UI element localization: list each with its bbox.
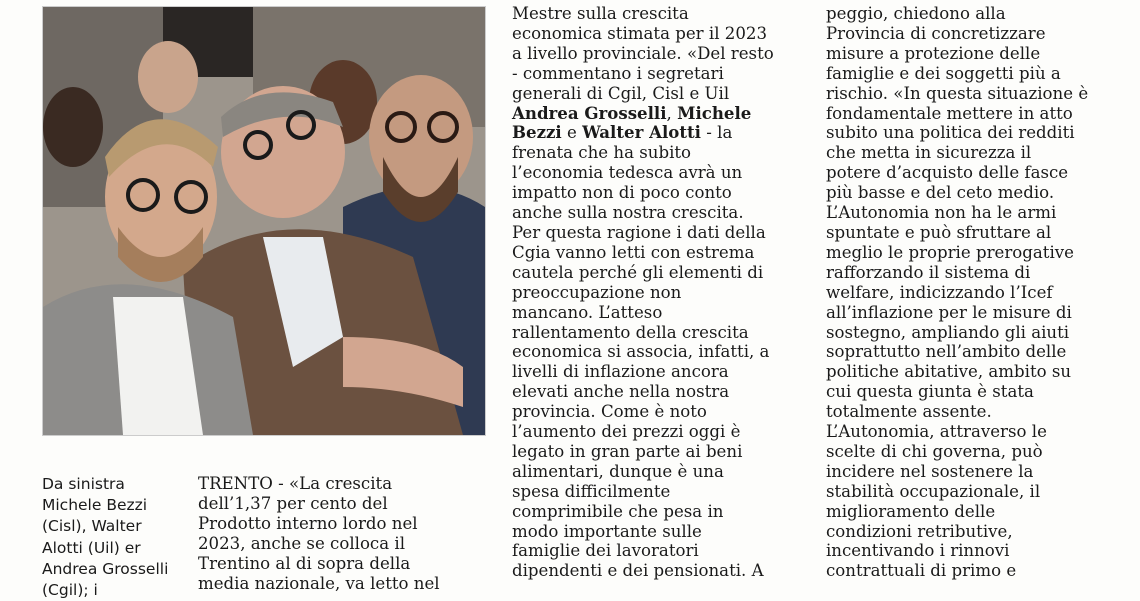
text-line: preoccupazione non: [512, 282, 682, 302]
text-line: Provincia di concretizzare: [826, 23, 1046, 43]
text-line: più basse e del ceto medio.: [826, 183, 1055, 203]
article-column-2: [512, 4, 804, 581]
text-line: condizioni retributive,: [826, 521, 1013, 541]
article-photo: [42, 6, 486, 436]
text-line: che metta in sicurezza il: [826, 143, 1032, 163]
text-line: alimentari, dunque è una: [512, 461, 724, 481]
text-line: rafforzando il sistema di: [826, 262, 1031, 282]
caption-line: (Cisl), Walter: [42, 517, 142, 536]
text-line: L’Autonomia non ha le armi: [826, 203, 1057, 223]
column-2-body: [512, 143, 804, 581]
text-line: stabilità occupazionale, il: [826, 481, 1041, 501]
photo-illustration: [43, 7, 485, 435]
text-line: cui questa giunta è stata: [826, 382, 1034, 402]
text-line: Per questa ragione i dati della: [512, 222, 766, 242]
article-column-3: [826, 4, 1126, 581]
text-line: scelte di chi governa, può: [826, 441, 1043, 461]
text-line: 2023, anche se colloca il: [198, 533, 406, 553]
text-line: contrattuali di primo e: [826, 561, 1017, 581]
text-line: dell’1,37 per cento del: [198, 493, 388, 513]
text-line: potere d’acquisto delle fasce: [826, 163, 1069, 183]
text-line: politiche abitative, ambito su: [826, 362, 1072, 382]
text-line: spuntate e può sfruttare al: [826, 222, 1052, 242]
conjunction: e: [561, 123, 583, 143]
text-line: economica si associa, infatti, a: [512, 342, 770, 362]
text-line: a livello provinciale. «Del resto: [512, 43, 774, 63]
caption-line: Alotti (Uil) er: [42, 538, 141, 557]
text-line: economica stimata per il 2023: [512, 23, 768, 43]
caption-line: Andrea Grosselli: [42, 559, 169, 578]
text-line: meglio le proprie prerogative: [826, 242, 1074, 262]
text-line: provincia. Come è noto: [512, 402, 707, 422]
line-tail: - la: [700, 123, 733, 143]
text-line: l’aumento dei prezzi oggi è: [512, 422, 741, 442]
text-line: modo importante sulle: [512, 521, 702, 541]
text-line: TRENTO - «La crescita: [198, 474, 393, 493]
text-line: [512, 104, 804, 124]
text-line: dipendenti e dei pensionati. A: [512, 561, 764, 581]
text-line: spesa difficilmente: [512, 481, 671, 501]
name-alotti: Walter Alotti: [582, 122, 701, 143]
text-line: subito una politica dei redditi: [826, 123, 1075, 143]
text-line: Trentino al di sopra della: [198, 553, 411, 573]
text-line: l’economia tedesca avrà un: [512, 163, 743, 183]
text-line: frenata che ha subito: [512, 143, 692, 163]
text-line: media nazionale, va letto nel: [198, 573, 440, 593]
text-line: miglioramento delle: [826, 501, 996, 521]
text-line: [512, 123, 804, 143]
text-line: peggio, chiedono alla: [826, 4, 1006, 23]
text-line: totalmente assente.: [826, 402, 992, 422]
photo-caption: [42, 474, 182, 601]
text-line: welfare, indicizzando l’Icef: [826, 282, 1053, 302]
text-line: famiglie e dei soggetti più a: [826, 63, 1061, 83]
caption-line: Da sinistra: [42, 475, 125, 493]
text-line: Prodotto interno lordo nel: [198, 513, 418, 533]
text-line: legato in gran parte ai beni: [512, 441, 743, 461]
text-line: Mestre sulla crescita: [512, 4, 689, 23]
text-line: soprattutto nell’ambito delle: [826, 342, 1067, 362]
text-line: all’inflazione per le misure di: [826, 302, 1072, 322]
caption-line: Michele Bezzi: [42, 496, 148, 515]
separator: ,: [666, 103, 678, 123]
text-line: comprimibile che pesa in: [512, 501, 724, 521]
text-line: fondamentale mettere in atto: [826, 103, 1073, 123]
name-bezzi: Bezzi: [512, 122, 562, 143]
text-line: livelli di inflazione ancora: [512, 362, 729, 382]
text-line: cautela perché gli elementi di: [512, 262, 764, 282]
text-line: mancano. L’atteso: [512, 302, 663, 322]
text-line: famiglie dei lavoratori: [512, 541, 699, 561]
text-line: rischio. «In questa situazione è: [826, 83, 1089, 103]
text-line: rallentamento della crescita: [512, 322, 749, 342]
text-line: generali di Cgil, Cisl e Uil: [512, 83, 730, 103]
text-line: misure a protezione delle: [826, 43, 1041, 63]
text-line: sostegno, ampliando gli aiuti: [826, 322, 1070, 342]
text-line: impatto non di poco conto: [512, 183, 732, 203]
text-line: incentivando i rinnovi: [826, 541, 1010, 561]
text-line: Cgia vanno letti con estrema: [512, 242, 755, 262]
article-column-1: [198, 474, 478, 593]
text-line: elevati anche nella nostra: [512, 382, 730, 402]
text-line: incidere nel sostenere la: [826, 461, 1034, 481]
caption-line: (Cgil); i: [42, 581, 98, 600]
text-line: - commentano i segretari: [512, 63, 724, 83]
name-michele: Michele: [677, 102, 752, 123]
text-line: L’Autonomia, attraverso le: [826, 422, 1047, 442]
text-line: anche sulla nostra crescita.: [512, 203, 744, 223]
name-grosselli: Andrea Grosselli: [512, 102, 667, 123]
